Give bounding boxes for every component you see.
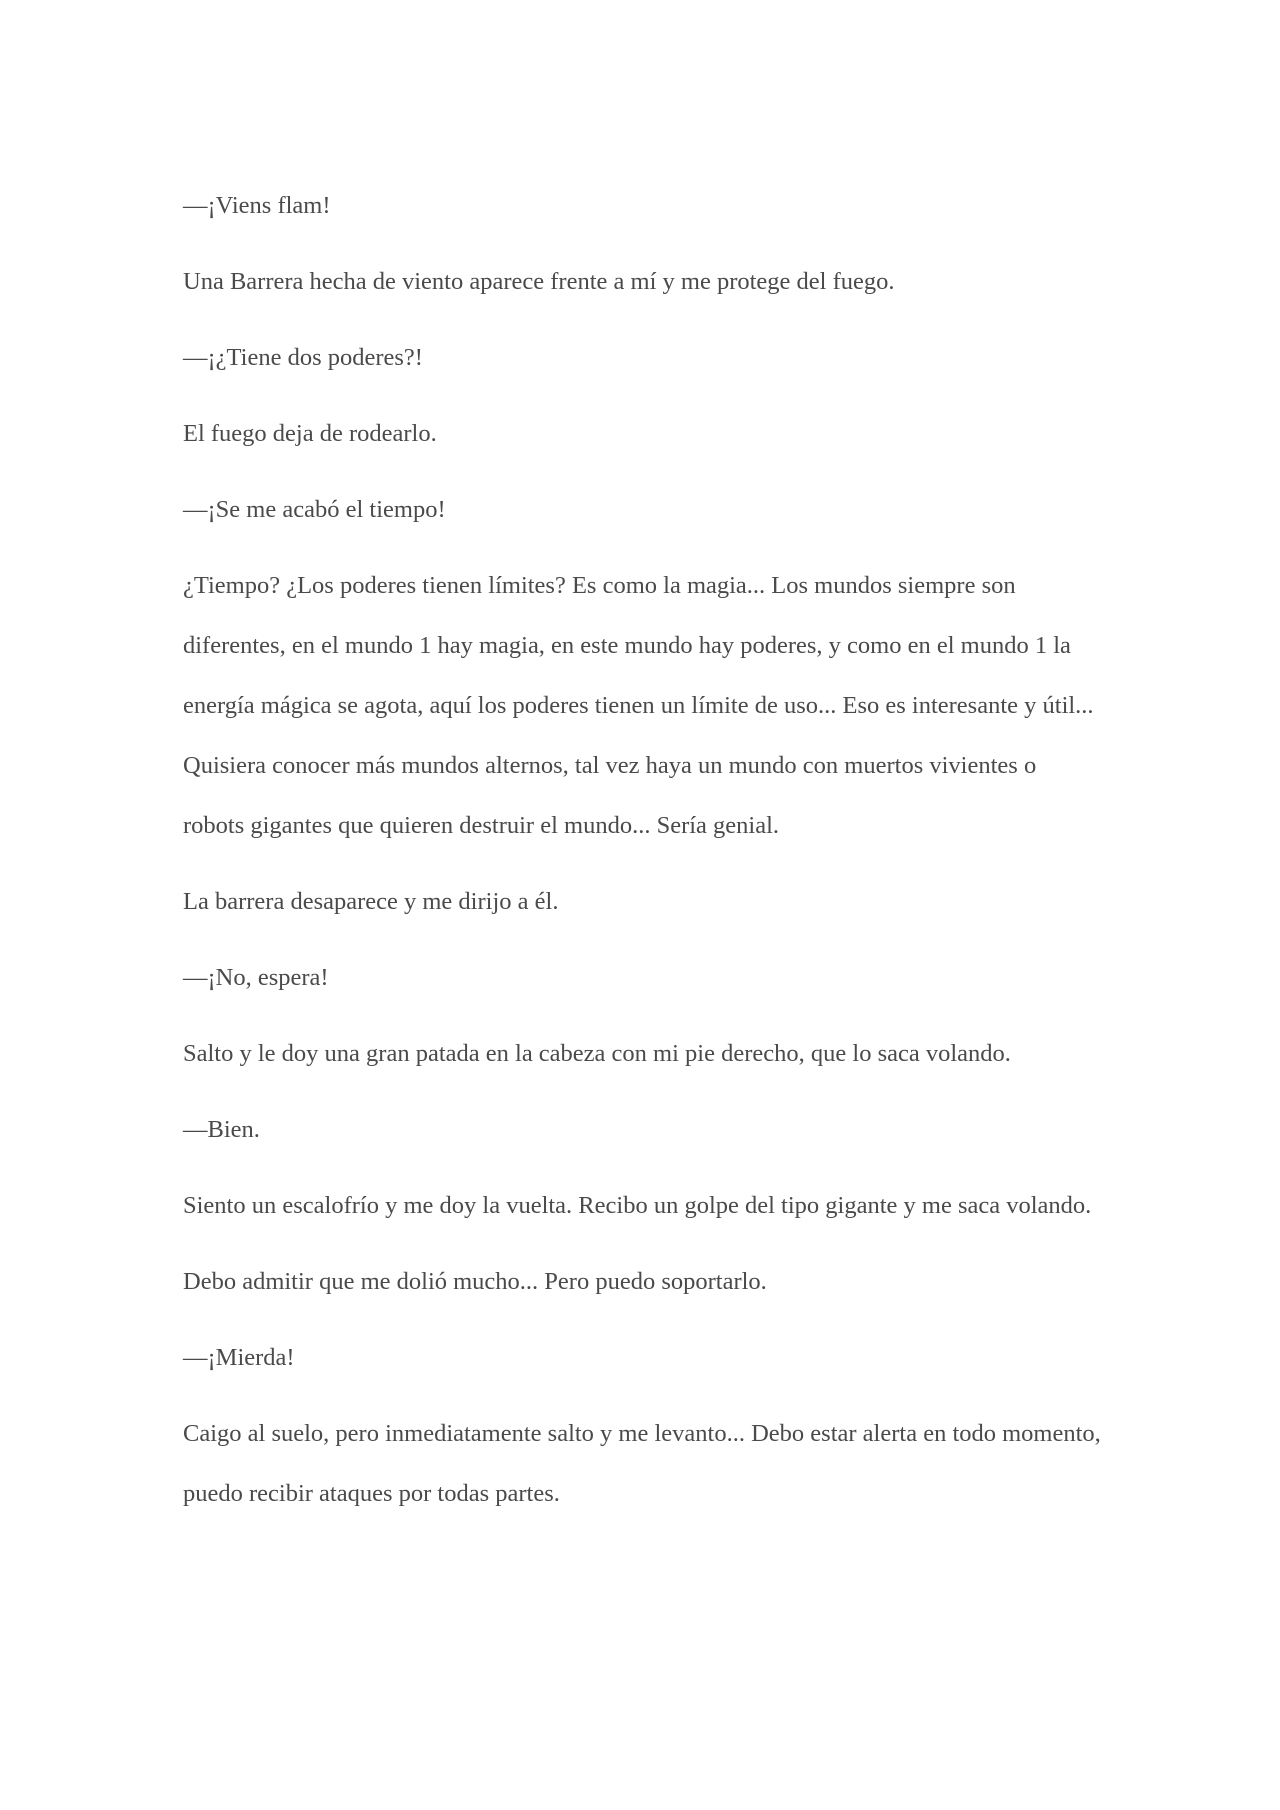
dialogue-line: —¡Se me acabó el tiempo! <box>183 496 446 523</box>
paragraph: ¿Tiempo? ¿Los poderes tienen límites? Es como la magia... Los mundos siempre son diferentes, en el mundo 1 hay magia, en este mundo hay poderes, y como en el mundo 1 la energía mágica se agota, aquí los poderes tienen un límite de uso... Eso es interesante y útil... Quisiera conocer más mundos alternos, tal vez haya un mundo con muertos vivientes o robots gigantes que quieren destruir el mundo... Sería genial. <box>183 572 1094 839</box>
paragraph: Salto y le doy una gran patada en la cabeza con mi pie derecho, que lo saca volando. <box>183 1040 1011 1067</box>
paragraph: El fuego deja de rodearlo. <box>183 420 437 447</box>
dialogue-line: —¡No, espera! <box>183 964 329 991</box>
dialogue-line: —¡Mierda! <box>183 1344 295 1371</box>
paragraph: La barrera desaparece y me dirijo a él. <box>183 888 559 915</box>
paragraph: Caigo al suelo, pero inmediatamente salto y me levanto... Debo estar alerta en todo momento, puedo recibir ataques por todas partes. <box>183 1420 1101 1507</box>
dialogue-line: —Bien. <box>183 1116 260 1143</box>
paragraph: Una Barrera hecha de viento aparece frente a mí y me protege del fuego. <box>183 268 895 295</box>
paragraph: Debo admitir que me dolió mucho... Pero puedo soportarlo. <box>183 1268 767 1295</box>
dialogue-line: —¡¿Tiene dos poderes?! <box>183 344 423 371</box>
body-text <box>183 176 1103 1540</box>
paragraph: Siento un escalofrío y me doy la vuelta. Recibo un golpe del tipo gigante y me saca volando. <box>183 1192 1092 1219</box>
dialogue-line: —¡Viens flam! <box>183 192 331 219</box>
